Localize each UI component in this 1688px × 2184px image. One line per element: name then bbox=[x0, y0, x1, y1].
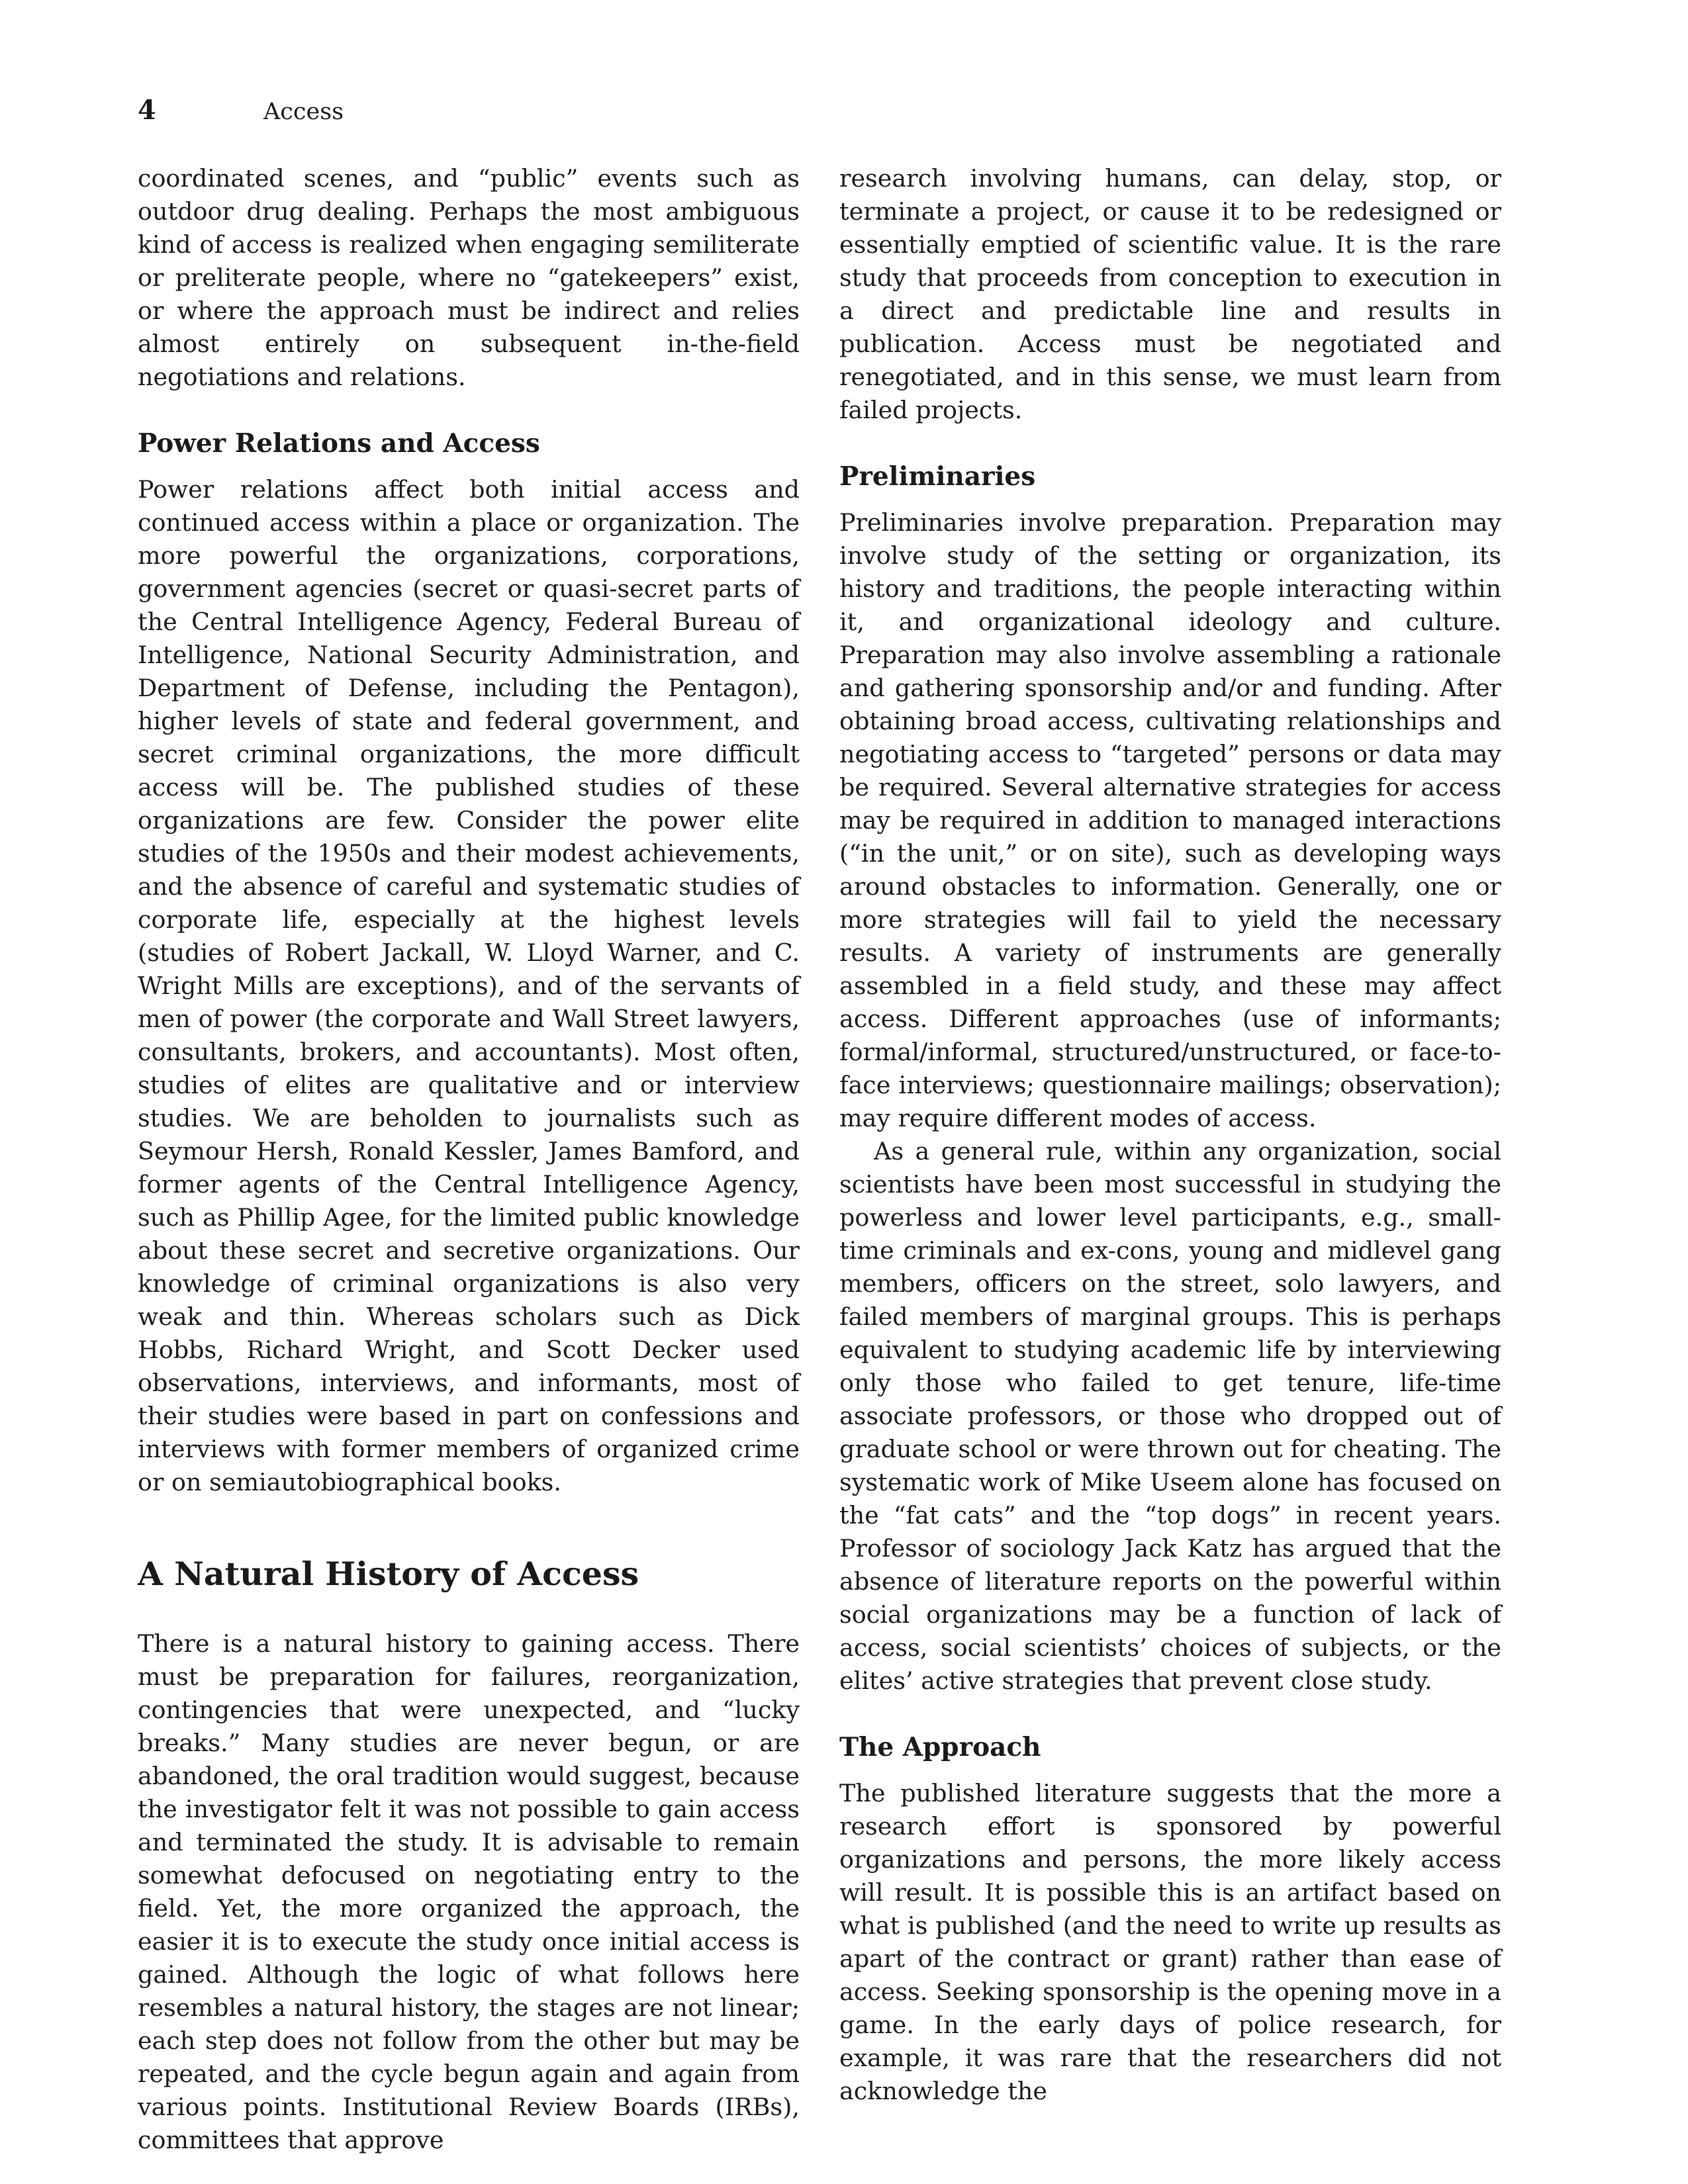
running-title: Access bbox=[263, 99, 344, 125]
page-number: 4 bbox=[138, 95, 156, 126]
paragraph-natural-history: There is a natural history to gaining access. There must be preparation for failures, reorganization, contingencies that were unexpected, and “lucky breaks.” Many studies are never begun, or are abandoned, the oral tradition would suggest, because the investigator felt it was not possible to gain access and terminated the study. It is advisable to remain somewhat defocused on negotiating entry to the field. Yet, the more organized the approach, the easier it is to execute the study once initial access is gained. Although the logic of what follows here resembles a natural history, the stages are not linear; each step does not follow from the other but may be repeated, and the cycle begun again and again from various points. Institutional Review Boards (IRBs), committees that approve bbox=[138, 1629, 800, 2154]
paragraph-intro: coordinated scenes, and “public” events such as outdoor drug dealing. Perhaps the most ambiguous kind of access is realized when engaging semiliterate or preliterate people, where no “gatekeepers” exist, or where the approach must be indirect and relies almost entirely on subsequent in-the-field negotiations and relations. bbox=[138, 164, 800, 391]
heading-approach: The Approach bbox=[839, 1732, 1041, 1762]
heading-power-relations: Power Relations and Access bbox=[138, 428, 540, 459]
paragraph-preliminaries: Preliminaries involve preparation. Preparation may involve study of the setting or organization, its history and traditions, the people interacting within it, and organizational ideology and culture. Preparation may also involve assembling a rationale and gathering sponsorship and/or and funding. After obtaining broad access, cultivating relationships and negotiating access to “targeted” persons or data may be required. Several alternative strategies for access may be required in addition to managed interactions (“in the unit,” or on site), such as developing ways around obstacles to information. Generally, one or more strategies will fail to yield the necessary results. A variety of instruments are generally assembled in a field study, and these may affect access. Different approaches (use of informants; formal/informal, structured/unstructured, or face-to-face interviews; questionnaire mailings; observation); may require different modes of access. bbox=[839, 508, 1501, 1132]
paragraph-approach: The published literature suggests that the more a research effort is sponsored by powerful organizations and persons, the more likely access will result. It is possible this is an artifact based on what is published (and the need to write up results as apart of the contract or grant) rather than ease of access. Seeking sponsorship is the opening move in a game. In the early days of police research, for example, it was rare that the researchers did not acknowledge the bbox=[839, 1779, 1501, 2105]
running-head bbox=[138, 94, 344, 128]
paragraph-power-relations: Power relations affect both initial access and continued access within a place or organization. The more powerful the organizations, corporations, government agencies (secret or quasi-secret parts of the Central Intelligence Agency, Federal Bureau of Intelligence, National Security Administration, and Department of Defense, including the Pentagon), higher levels of state and federal government, and secret criminal organizations, the more difficult access will be. The published studies of these organizations are few. Consider the power elite studies of the 1950s and their modest achievements, and the absence of careful and systematic studies of corporate life, especially at the highest levels (studies of Robert Jackall, W. Lloyd Warner, and C. Wright Mills are exceptions), and of the servants of men of power (the corporate and Wall Street lawyers, consultants, brokers, and accountants). Most often, studies of elites are qualitative and or interview studies. We are beholden to journalists such as Seymour Hersh, Ronald Kessler, James Bamford, and former agents of the Central Intelligence Agency, such as Phillip Agee, for the limited public knowledge about these secret and secretive organizations. Our knowledge of criminal organizations is also very weak and thin. Whereas scholars such as Dick Hobbs, Richard Wright, and Scott Decker used observations, interviews, and informants, most of their studies were based in part on confessions and interviews with former members of organized crime or on semiautobiographical books. bbox=[138, 475, 800, 1496]
heading-natural-history: A Natural History of Access bbox=[138, 1555, 639, 1593]
right-column bbox=[839, 162, 1501, 2108]
paragraph-general-rule: As a general rule, within any organization, social scientists have been most successful in studying the powerless and lower level participants, e.g., small-time criminals and ex-cons, young and midlevel gang members, officers on the street, solo lawyers, and failed members of marginal groups. This is perhaps equivalent to studying academic life by interviewing only those who failed to get tenure, life-time associate professors, or those who dropped out of graduate school or were thrown out for cheating. The systematic work of Mike Useem alone has focused on the “fat cats” and the “top dogs” in recent years. Professor of sociology Jack Katz has argued that the absence of literature reports on the powerful within social organizations may be a function of lack of access, social scientists’ choices of subjects, or the elites’ active strategies that prevent close study. bbox=[839, 1137, 1501, 1695]
paragraph-continued: research involving humans, can delay, stop, or terminate a project, or cause it to be redesigned or essentially emptied of scientific value. It is the rare study that proceeds from conception to execution in a direct and predictable line and results in publication. Access must be negotiated and renegotiated, and in this sense, we must learn from failed projects. bbox=[839, 164, 1501, 424]
left-column bbox=[138, 162, 800, 2157]
heading-preliminaries: Preliminaries bbox=[839, 461, 1036, 492]
